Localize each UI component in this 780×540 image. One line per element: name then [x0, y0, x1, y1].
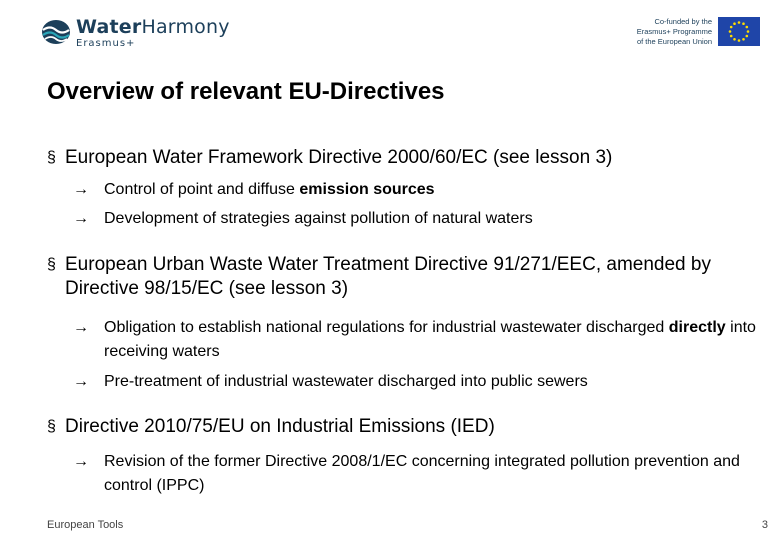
section-bullet-marker: § — [47, 256, 56, 273]
sub-bullet-text: Obligation to establish national regulations for industrial wastewater discharged directly into receiving waters — [104, 319, 756, 360]
sub-bullet — [73, 370, 773, 394]
directive-text: European Water Framework Directive 2000/60/EC (see lesson 3) — [65, 147, 613, 168]
logo-wordmark — [76, 16, 230, 38]
arrow-icon: → — [73, 373, 89, 390]
sub-bullet — [73, 450, 773, 498]
water-drop-icon — [40, 16, 72, 46]
sub-bullet-text: Development of strategies against pollution of natural waters — [104, 210, 533, 227]
arrow-icon: → — [73, 181, 89, 198]
sub-bullet-text: Control of point and diffuse emission sources — [104, 181, 435, 198]
footer-text: European Tools — [47, 519, 124, 531]
eu-badge-line1: Co-funded by the — [654, 17, 712, 26]
arrow-icon: → — [73, 319, 89, 336]
eu-badge-line2: Erasmus+ Programme — [636, 27, 712, 36]
eu-badge-text — [620, 17, 712, 47]
eu-cofunded-badge — [620, 17, 760, 47]
directive-text: Directive 2010/75/EU on Industrial Emissions (IED) — [65, 416, 495, 437]
logo-subtitle: Erasmus+ — [76, 38, 136, 49]
sub-bullet-text: Revision of the former Directive 2008/1/EC concerning integrated pollution prevention and control (IPPC) — [104, 453, 740, 494]
arrow-icon: → — [73, 453, 89, 470]
directive-bullet-uwwtd — [47, 253, 772, 301]
section-bullet-marker: § — [47, 149, 56, 166]
section-bullet-marker: § — [47, 418, 56, 435]
page-number: 3 — [761, 519, 768, 531]
sub-bullet-text: Pre-treatment of industrial wastewater discharged into public sewers — [104, 373, 588, 390]
logo-word-water: Water — [76, 16, 142, 38]
directive-bullet-wfd — [47, 146, 772, 170]
eu-badge-line3: of the European Union — [636, 37, 712, 46]
directive-text: European Urban Waste Water Treatment Directive 91/271/EEC, amended by Directive 98/15/EC (see lesson 3) — [65, 254, 711, 299]
directive-bullet-ied — [47, 415, 772, 439]
slide-title: Overview of relevant EU-Directives — [47, 78, 445, 105]
sub-bullet — [73, 178, 773, 202]
arrow-icon: → — [73, 210, 89, 227]
logo-word-harmony: Harmony — [141, 16, 230, 38]
sub-bullet — [73, 207, 773, 231]
sub-bullet — [73, 316, 773, 364]
eu-flag-icon — [718, 17, 760, 46]
